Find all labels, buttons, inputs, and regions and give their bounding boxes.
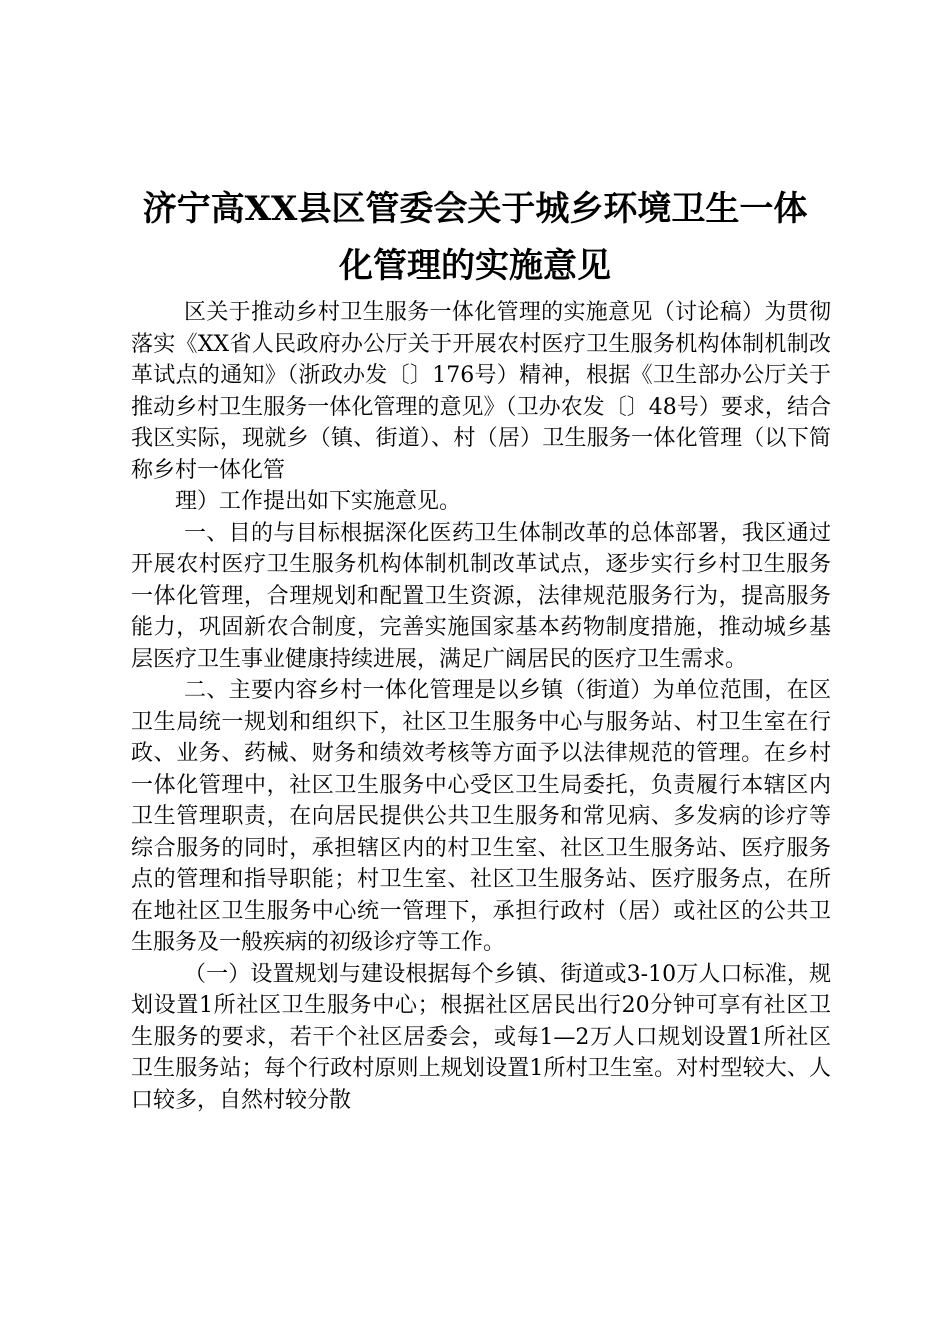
paragraph-intro-continued: 理）工作提出如下实施意见。 xyxy=(175,489,462,514)
paragraph-section-2: 二、主要内容乡村一体化管理是以乡镇（街道）为单位范围，在区卫生局统一规划和组织下，社区卫生服务中心与服务站、村卫生室在行政、业务、药械、财务和绩效考核等方面予以法律规范的管理。在乡村一体化管理中，社区卫生服务中心受区卫生局委托，负责履行本辖区内卫生管理职责，在向居民提供公共卫生服务和常见病、多发病的诊疗等综合服务的同时，承担辖区内的村卫生室、社区卫生服务站、医疗服务点的管理和指导职能；村卫生室、社区卫生服务站、医疗服务点，在所在地社区卫生服务中心统一管理下，承担行政村（居）或社区的公共卫生服务及一般疾病的初级诊疗等工作。 xyxy=(131,678,831,955)
paragraph-section-1: 一、目的与目标根据深化医药卫生体制改革的总体部署，我区通过开展农村医疗卫生服务机构体制机制改革试点，逐步实行乡村卫生服务一体化管理，合理规划和配置卫生资源，法律规范服务行为，提高服务能力，巩固新农合制度，完善实施国家基本药物制度措施，推动城乡基层医疗卫生事业健康持续进展，满足广阔居民的医疗卫生需求。 xyxy=(131,520,831,672)
document-title-line-2: 化管理的实施意见 xyxy=(339,246,611,286)
paragraph-subsection-1: （一）设置规划与建设根据每个乡镇、街道或3-10万人口标准，规划设置1所社区卫生服务中心；根据社区居民出行20分钟可享有社区卫生服务的要求，若干个社区居委会，或每1—2万人口规划设置1所社区卫生服务站；每个行政村原则上规划设置1所村卫生室。对村型较大、人口较多，自然村较分散 xyxy=(131,961,831,1113)
document-title-line-1: 济宁高XX县区管委会关于城乡环境卫生一体 xyxy=(142,189,808,229)
document-body xyxy=(131,297,831,1116)
paragraph-intro: 区关于推动乡村卫生服务一体化管理的实施意见（讨论稿）为贯彻落实《XX省人民政府办公厅关于开展农村医疗卫生服务机构体制机制改革试点的通知》（浙政办发〔〕176号）精神，根据《卫生部办公厅关于推动乡村卫生服务一体化管理的意见》（卫办农发〔〕48号）要求，结合我区实际，现就乡（镇、街道）、村（居）卫生服务一体化管理（以下简称乡村一体化管 xyxy=(131,300,831,483)
